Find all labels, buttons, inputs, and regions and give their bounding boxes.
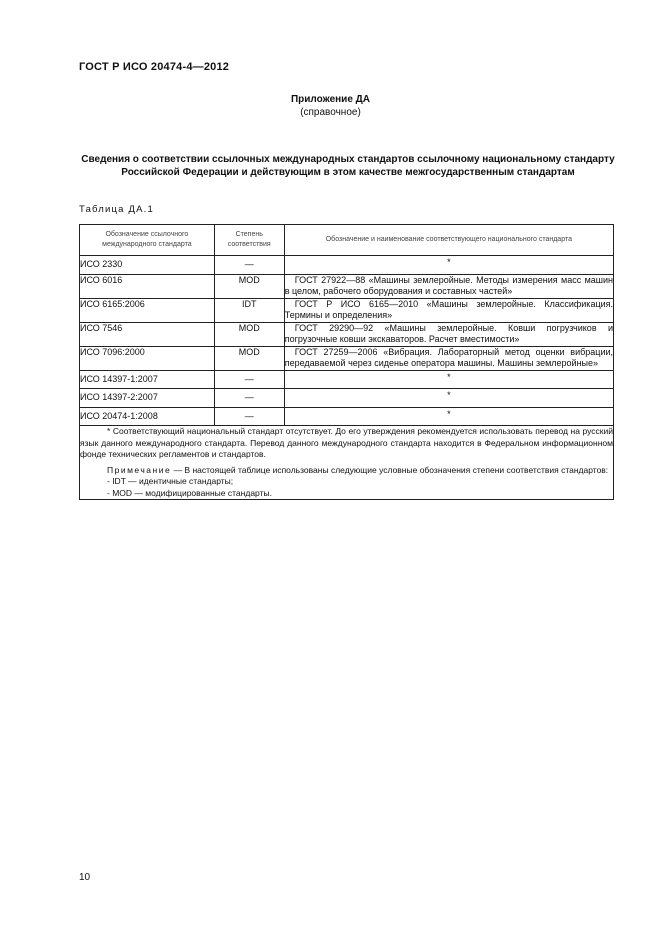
standards-table	[79, 224, 614, 500]
table-header-row	[80, 225, 614, 256]
column-header: Обозначение и наименование соответствующего национального стандарта	[284, 225, 613, 256]
ref-cell: ИСО 7546	[80, 322, 215, 346]
table-row	[80, 322, 614, 346]
footnote-row	[80, 426, 614, 500]
national-cell	[284, 322, 613, 346]
ref-cell: ИСО 20474-1:2008	[80, 407, 215, 426]
table-label: Таблица ДА.1	[79, 204, 154, 215]
ref-cell: ИСО 7096:2000	[80, 346, 215, 370]
degree-cell: MOD	[214, 322, 284, 346]
national-cell: *	[284, 389, 613, 408]
page-number: 10	[79, 872, 91, 883]
ref-cell: ИСО 6165:2006	[80, 298, 215, 322]
degree-cell: MOD	[214, 274, 284, 298]
national-text: ГОСТ 27922—88 «Машины землеройные. Методы измерения масс машин в целом, рабочего оборудования и составных частей»	[284, 274, 613, 296]
note-item: - IDT — идентичные стандарты;	[107, 476, 234, 486]
note-text: — В настоящей таблице использованы следующие условные обозначения степени соответствия стандартов:	[171, 464, 609, 475]
national-cell: *	[284, 256, 613, 275]
national-text: ГОСТ 27259—2006 «Вибрация. Лабораторный метод оценки вибрации, передаваемой через сиденье оператора машины. Машины землеройные»	[284, 346, 613, 368]
table-row	[80, 298, 614, 322]
table-row	[80, 274, 614, 298]
national-cell	[284, 346, 613, 370]
document-header: ГОСТ Р ИСО 20474-4—2012	[79, 61, 230, 73]
national-cell: *	[284, 407, 613, 426]
table-row	[80, 256, 614, 275]
column-header: Степень соответствия	[214, 225, 284, 256]
annex-heading: Сведения о соответствии ссылочных международных стандартов ссылочному национальному стандарту Российской Федерации и действующим в этом качестве межгосударственным стандартам	[81, 154, 615, 178]
national-text: ГОСТ Р ИСО 6165—2010 «Машины землеройные. Классификация. Термины и определения»	[284, 298, 613, 320]
degree-cell: —	[214, 256, 284, 275]
ref-cell: ИСО 14397-1:2007	[80, 370, 215, 389]
annex-subtitle: (справочное)	[300, 107, 361, 118]
table-row	[80, 407, 614, 426]
degree-cell: —	[214, 389, 284, 408]
national-cell	[284, 274, 613, 298]
national-cell	[284, 298, 613, 322]
degree-cell: —	[214, 407, 284, 426]
annex-block	[0, 93, 661, 119]
annex-title: Приложение ДА	[290, 94, 371, 105]
national-cell: *	[284, 370, 613, 389]
degree-cell: —	[214, 370, 284, 389]
footnote-cell	[80, 426, 614, 500]
table-row	[80, 389, 614, 408]
ref-cell: ИСО 2330	[80, 256, 215, 275]
national-text: ГОСТ 29290—92 «Машины землеройные. Ковши погрузчиков и погрузочные ковши экскаваторов. Расчет вместимости»	[284, 322, 613, 344]
footnote-text: * Соответствующий национальный стандарт отсутствует. До его утверждения рекомендуется использовать перевод на русский язык данного международного стандарта. Перевод данного международного стандарта находится в Федеральном информационном фонде технических регламентов и стандартов.	[80, 426, 613, 459]
ref-cell: ИСО 14397-2:2007	[80, 389, 215, 408]
degree-cell: MOD	[214, 346, 284, 370]
table-row	[80, 370, 614, 389]
degree-cell: IDT	[214, 298, 284, 322]
column-header: Обозначение ссылочного международного стандарта	[80, 225, 215, 256]
table-row	[80, 346, 614, 370]
note-item: - MOD — модифицированные стандарты.	[107, 487, 272, 498]
note-label: Примечание	[107, 464, 172, 475]
ref-cell: ИСО 6016	[80, 274, 215, 298]
table-note	[80, 465, 613, 477]
